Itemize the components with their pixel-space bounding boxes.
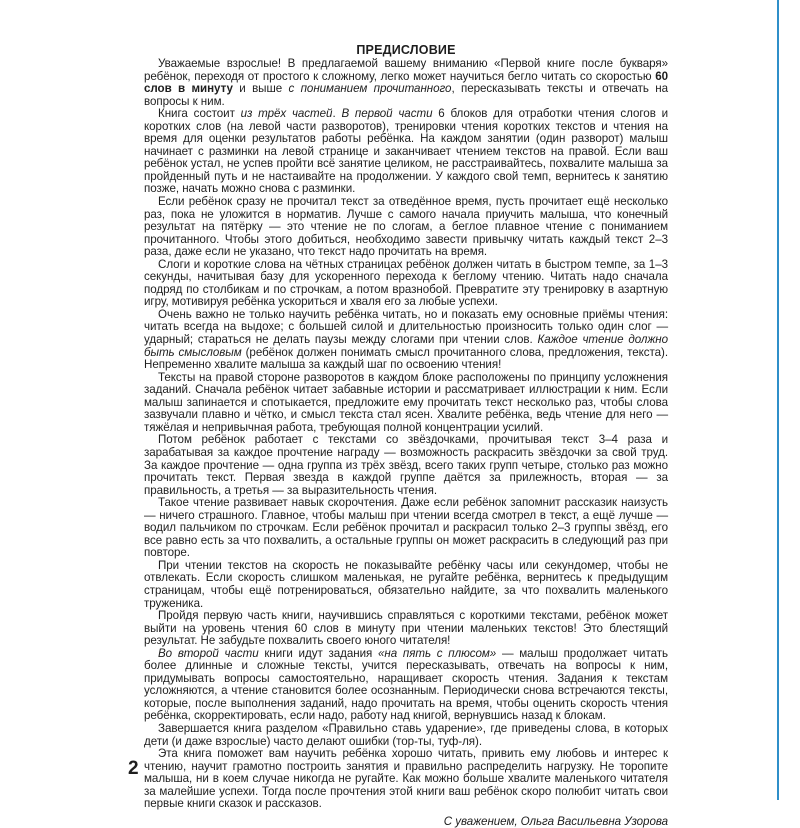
preface-paragraph: [144, 196, 668, 259]
preface-paragraph: [144, 372, 668, 435]
text-run: Завершается книга разделом «Правильно ставь ударение», где приведены слова, в которых дети (и даже взрослые) часто делают ошибки (тор-ты, туф-ля).: [144, 721, 668, 748]
preface-paragraphs: [144, 58, 668, 811]
preface-paragraph: [144, 259, 668, 309]
text-run: Книга состоит: [158, 107, 241, 121]
author-signature: С уважением, Ольга Васильевна Узорова: [443, 814, 668, 828]
text-run: Очень важно не только научить ребёнка читать, но и показать ему основные приёмы чтения: читать всегда на выдохе; с большей силой и длительностью произносить только один слог — ударный; стараться не делать паузы между слогами при чтении слов.: [144, 307, 668, 347]
text-run: Потом ребёнок работает с текстами со звёздочками, прочитывая текст 3–4 раза и зарабатывая за каждое прочтение награду — возможность раскрасить звёздочки за свой труд. За каждое прочтение — одна группа из трёх звёзд, всего таких групп четыре, столько раз можно прочитать текст. Первая звезда в каждой группе даётся за прилежность, вторая — за правильность, а третья — за выразительность чтения.: [144, 433, 668, 497]
italic-run: «на пять с плюсом»: [378, 646, 497, 660]
italic-run: из трёх частей: [240, 107, 333, 121]
italic-run: В первой части: [341, 107, 433, 121]
text-run: книги идут задания: [258, 646, 378, 660]
preface-paragraph: [144, 610, 668, 648]
bold-run: 60 слов в минуту: [144, 69, 668, 96]
text-run: Тексты на правой стороне разворотов в каждом блоке расположены по принципу усложнения заданий. Сначала ребёнок читает забавные истории и рассматривает иллюстрации к ним. Если малыш запинается и спотыкается, предложите ему прочитать текст несколько раз, чтобы слова зазвучали плавно и чётко, и смысл текста стал ясен. Хвалите ребёнка, ведь чтение для него — тяжёлая и непривычная работа, требующая полной концентрации усилий.: [144, 370, 668, 434]
text-run: и выше: [232, 82, 289, 96]
text-run: Слоги и короткие слова на чётных страницах ребёнок должен читать в быстром темпе, за 1–3 секунды, начитывая базу для ускоренного перехода к беглому чтению. Читать надо сначала подряд по столбикам и по строчкам, а потом вразнобой. Превратите эту тренировку в азартную игру, мотивируя ребёнка ускориться и хваля его за любые успехи.: [144, 257, 668, 309]
text-run: .: [332, 107, 342, 121]
preface-paragraph: [144, 58, 668, 108]
page-edge-rule: [777, 0, 779, 800]
preface-paragraph: [144, 560, 668, 610]
text-run: При чтении текстов на скорость не показывайте ребёнку часы или секундомер, чтобы не отвлекать. Если скорость слишком маленькая, не ругайте ребёнка, вернитесь к предыдущим страницам, чтобы ещё потренироваться, обязательно найдите, за что похвалить маленького труженика.: [144, 558, 668, 610]
preface-paragraph: [144, 309, 668, 372]
text-run: Уважаемые взрослые! В предлагаемой вашему вниманию «Первой книге после букваря» ребёнок, переходя от простого к сложному, легко может научиться бегло читать со скоростью: [144, 57, 668, 83]
text-run: Пройдя первую часть книги, научившись справляться с короткими текстами, ребёнок может выйти на уровень чтения 60 слов в минуту при чтении маленьких текстов! Это блестящий результат. Не забудьте похвалить своего юного читателя!: [144, 609, 668, 648]
text-run: Такое чтение развивает навык скорочтения. Даже если ребёнок запомнит рассказик наизусть — ничего страшного. Главное, чтобы малыш при чтении всегда смотрел в текст, а ещё лучше — водил пальчиком по строчкам. Если ребёнок прочитал и раскрасил только 2–3 группы звёзд, его все равно есть за что похвалить, а остальные группы он может раскрасить в следующий раз при повторе.: [144, 496, 668, 560]
text-run: , пересказывать тексты и отвечать на вопросы к ним.: [144, 82, 669, 108]
page-number: 2: [128, 758, 139, 779]
preface-body: [144, 43, 668, 828]
page-title: ПРЕДИСЛОВИЕ: [356, 43, 456, 57]
preface-paragraph: [144, 108, 668, 196]
preface-paragraph: [144, 497, 668, 560]
preface-paragraph: [144, 434, 668, 497]
italic-run: Каждое чтение должно быть смысловым: [144, 333, 668, 359]
preface-paragraph: [144, 723, 668, 748]
italic-run: Во второй части: [158, 646, 259, 660]
preface-paragraph: [144, 748, 668, 811]
italic-run: с пониманием прочитанного: [288, 82, 452, 96]
text-run: — малыш продолжает читать более длинные и сложные тексты, учится пересказывать, отвечать на вопросы к ним, придумывать вопросы самостоятельно, наращивает скорость чтения. Задания к текстам усложняются, а чтение становится более осознанным. Периодически снова встречаются тексты, которые, после выполнения заданий, надо прочитать на время, чтобы оценить скорость чтения ребёнка, скорректировать, если надо, работу над книгой, вернувшись назад к блокам.: [144, 646, 668, 723]
text-run: Если ребёнок сразу не прочитал текст за отведённое время, пусть прочитает ещё несколько раз, пока не уложится в норматив. Лучше с самого начала приучить малыша, что конечный результат на пятёрку — это чтение не по слогам, а беглое плавное чтение с пониманием прочитанного. Чтобы этого добиться, необходимо завести привычку читать каждый текст 2–3 раза, даже если не указано, что текст надо прочитать на время.: [144, 195, 668, 259]
text-run: (ребёнок должен понимать смысл прочитанного слова, предложения, текста). Непременно хвалите малыша за каждый шаг по освоению чтения!: [144, 345, 669, 372]
text-run: 6 блоков для отработки чтения слогов и коротких слов (на левой части разворотов), тренировки чтения коротких текстов и чтения на время для оценки результатов работы ребёнка. На каждом занятии (один разворот) малыш начинает с разминки на левой странице и заканчивает чтением текстов на правой. Если ваш ребёнок устал, не успев пройти всё занятие целиком, не расстраивайтесь, похвалите малыша за пройденный путь и не настаивайте на продолжении. У каждого свой темп, вернитесь к занятию позже, начать можно снова с разминки.: [144, 107, 669, 196]
text-run: Эта книга поможет вам научить ребёнка хорошо читать, привить ему любовь и интерес к чтению, научит грамотно построить занятия и правильно распределить нагрузку. Не торопите малыша, ни в коем случае никогда не ругайте. Как можно больше хвалите маленького читателя за малейшие успехи. Тогда после прочтения этой книги ваш ребёнок скоро полюбит читать свои первые книги сказок и рассказов.: [144, 747, 668, 811]
preface-paragraph: [144, 648, 668, 723]
